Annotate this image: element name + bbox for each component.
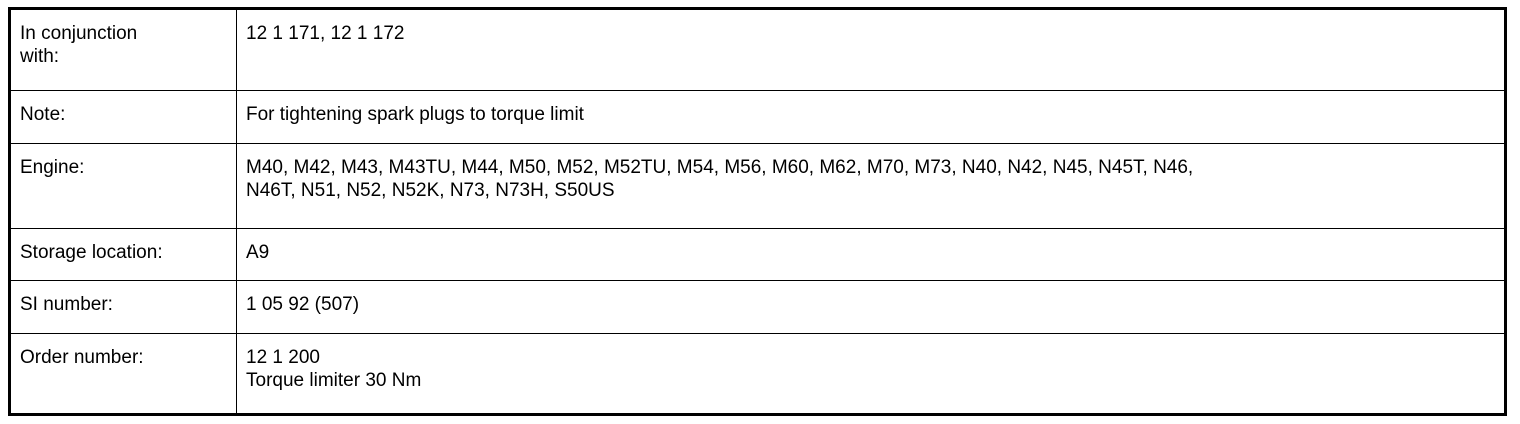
- row-value: 1 05 92 (507): [237, 280, 1506, 333]
- row-value: For tightening spark plugs to torque limit: [237, 90, 1506, 143]
- row-label: SI number:: [10, 280, 237, 333]
- table-row-storage-location: [10, 228, 1506, 280]
- row-value: 12 1 171, 12 1 172: [237, 9, 1506, 91]
- row-label: Order number:: [10, 334, 237, 415]
- row-value: M40, M42, M43, M43TU, M44, M50, M52, M52TU, M54, M56, M60, M62, M70, M73, N40, N42, N45, N45T, N46, N46T, N51, N52, N52K, N73, N73H, S50US: [237, 143, 1506, 228]
- table-row-si-number: [10, 280, 1506, 333]
- row-label: Engine:: [10, 143, 237, 228]
- table-row-engine: [10, 143, 1506, 228]
- row-value: 12 1 200 Torque limiter 30 Nm: [237, 334, 1506, 415]
- table-row-in-conjunction-with: [10, 9, 1506, 91]
- row-label: Storage location:: [10, 228, 237, 280]
- row-label: In conjunction with:: [10, 9, 237, 91]
- table-row-order-number: [10, 334, 1506, 415]
- row-value: A9: [237, 228, 1506, 280]
- table-row-note: [10, 90, 1506, 143]
- row-label: Note:: [10, 90, 237, 143]
- spec-table: [8, 7, 1507, 416]
